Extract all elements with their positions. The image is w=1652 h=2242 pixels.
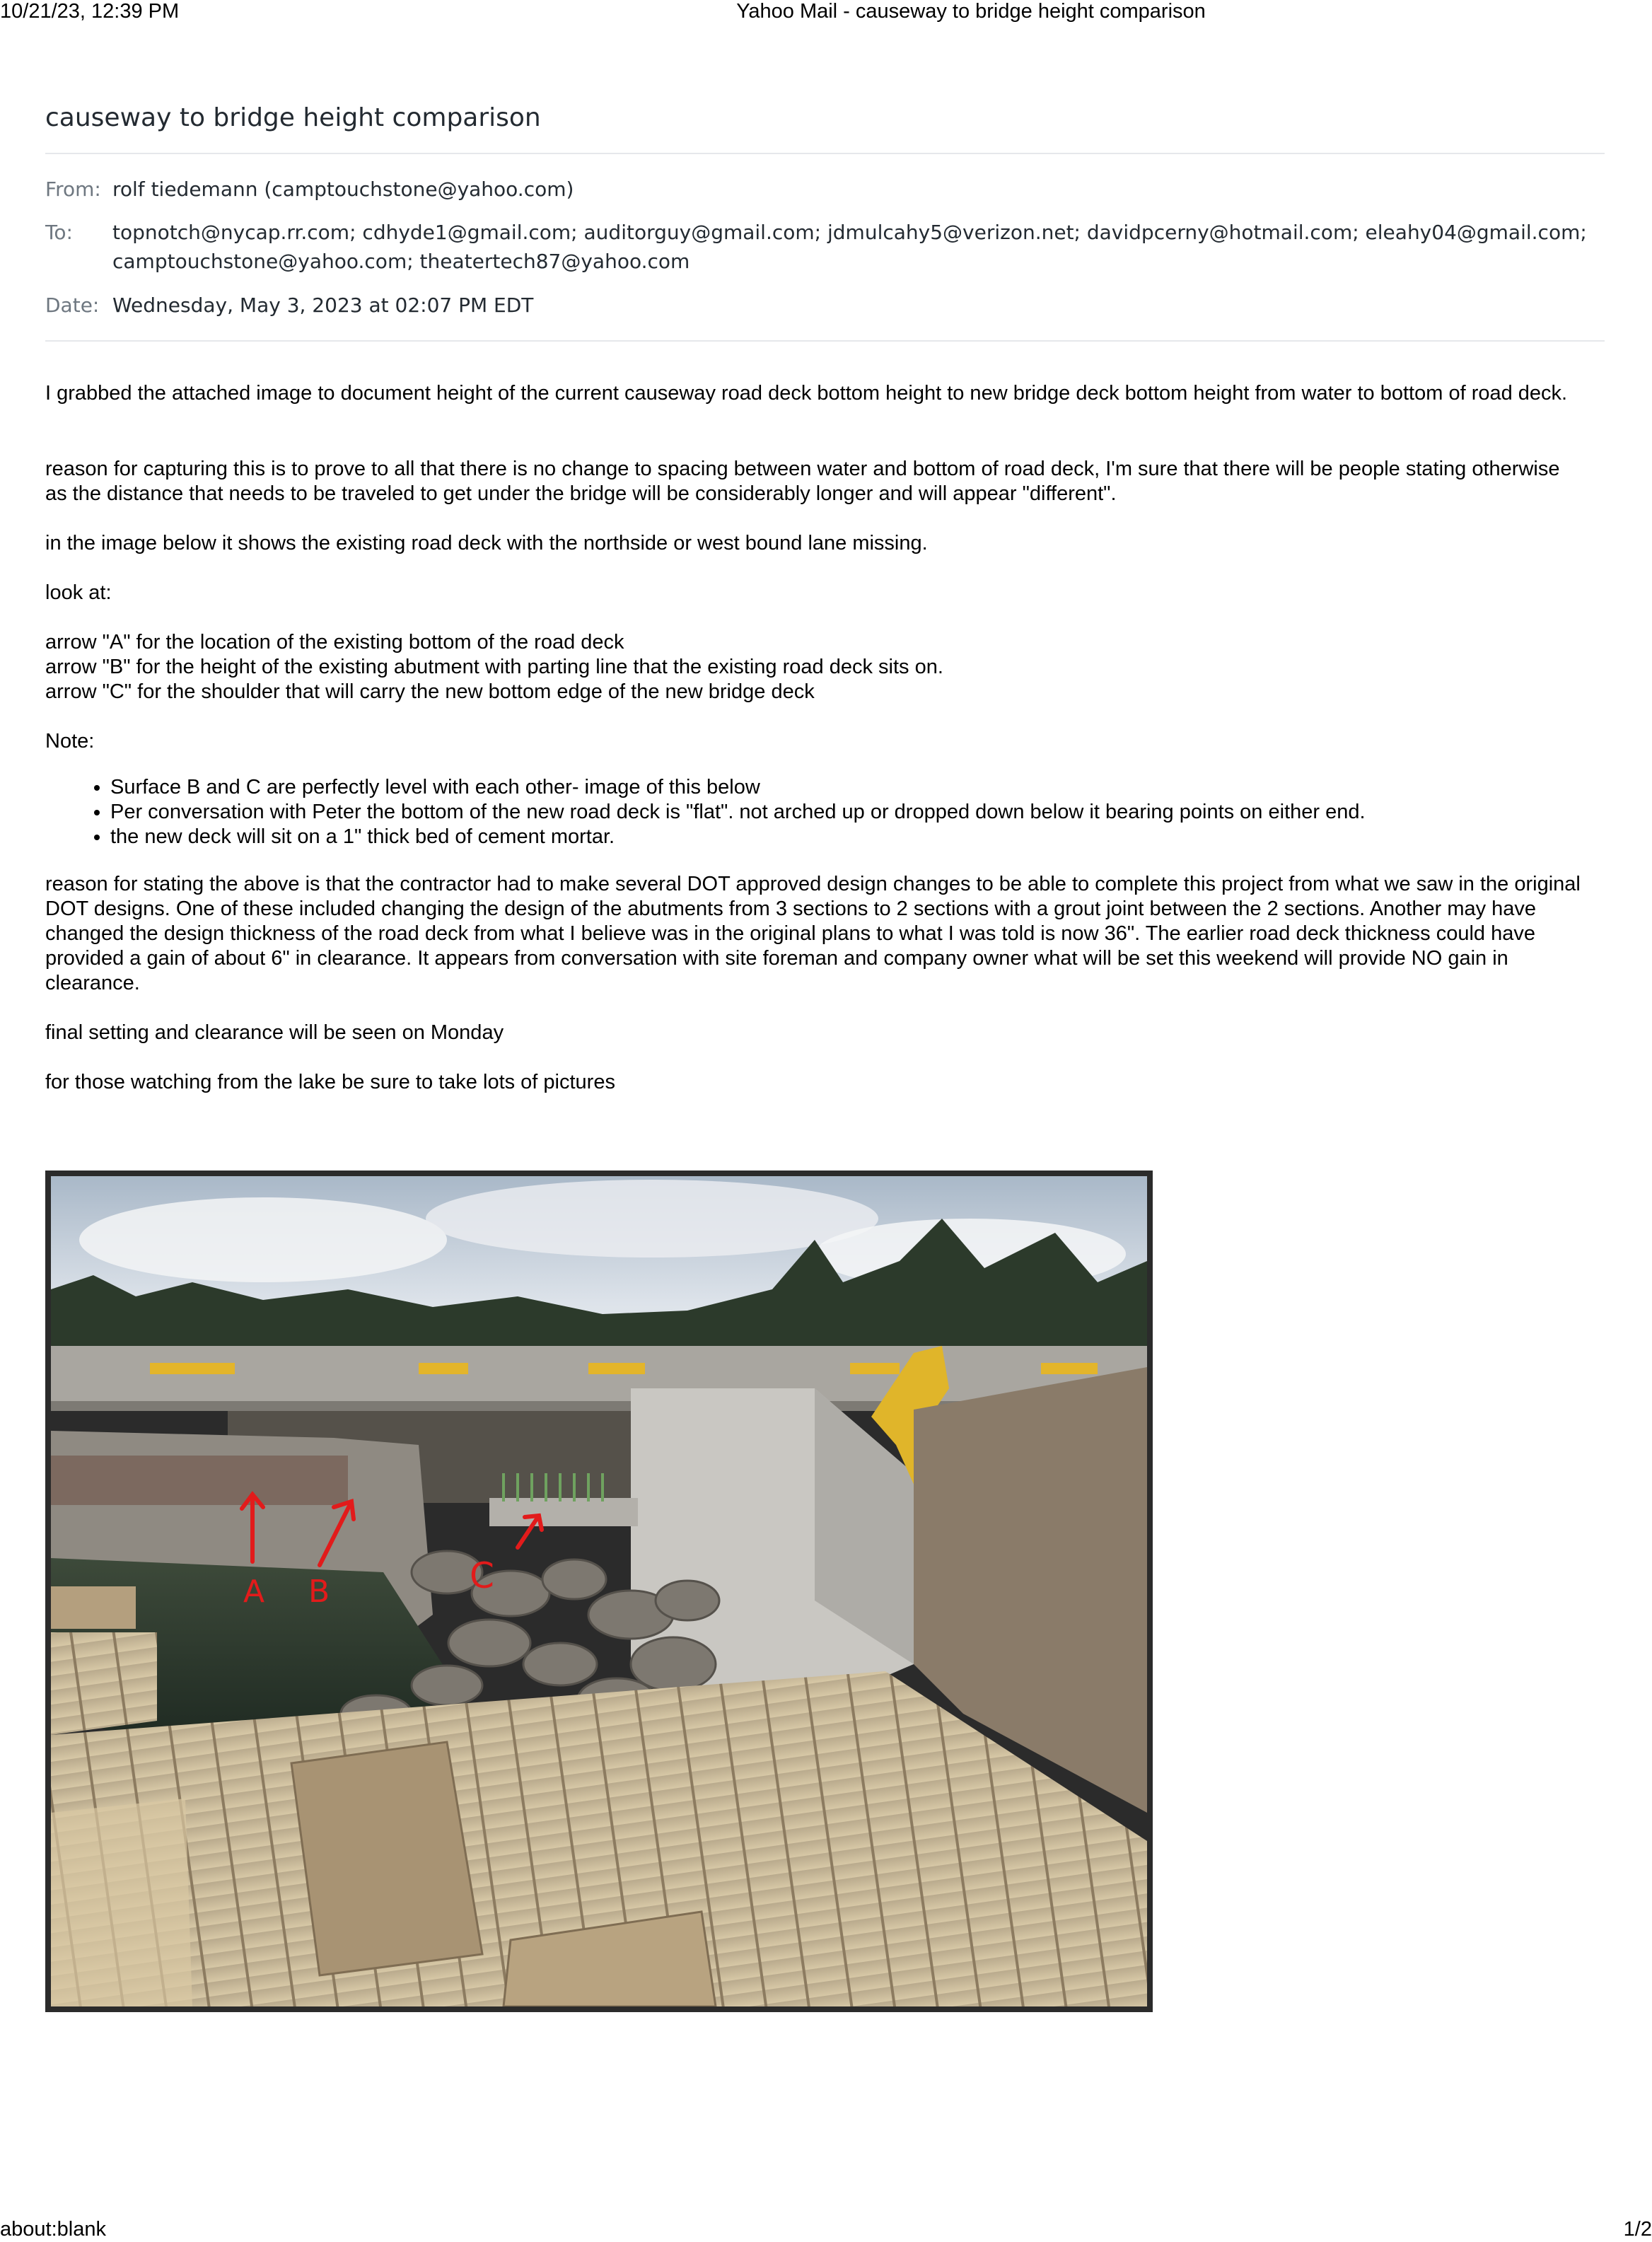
body-paragraph: in the image below it shows the existing road deck with the northside or west bound lane missing. (45, 532, 928, 554)
note-item: • Per conversation with Peter the bottom of the new road deck is "flat". not arched up or dropped down below it bearing points on either end. (110, 800, 1652, 825)
to-value[interactable]: topnotch@nycap.rr.com; cdhyde1@gmail.com; auditorguy@gmail.com; jdmulcahy5@verizon.net; davidpcerny@hotmail.com; eleahy04@gmail.com; camptouchstone@yahoo.com; theatertech87@yahoo.com (112, 221, 1587, 273)
abutment-edge (51, 1456, 348, 1505)
annotation-b: B (308, 1574, 330, 1610)
arrow-c-line: arrow "C" for the shoulder that will carry the new bottom edge of the new bridge deck (45, 680, 815, 703)
arrow-b-line: arrow "B" for the height of the existing abutment with parting line that the existing road deck sits on. (45, 656, 943, 678)
reflector (850, 1363, 900, 1374)
attached-photo[interactable] (45, 1171, 1153, 2012)
date-label: Date: (45, 294, 100, 317)
body-paragraph: I grabbed the attached image to document height of the current causeway road deck bottom height to new bridge deck bottom height from water to bottom of road deck. (45, 382, 1568, 405)
print-footer (0, 2217, 1652, 2241)
arrow-a-line: arrow "A" for the location of the existing bottom of the road deck (45, 631, 624, 654)
reflector (588, 1363, 645, 1374)
print-url: about:blank (0, 2218, 106, 2241)
reflector (419, 1363, 468, 1374)
print-header (0, 0, 1652, 24)
note-item: • the new deck will sit on a 1" thick bed of cement mortar. (110, 825, 1652, 849)
date-value: Wednesday, May 3, 2023 at 02:07 PM EDT (112, 294, 534, 317)
print-page-number: 1/2 (1623, 2218, 1652, 2241)
from-label: From: (45, 178, 101, 201)
body-paragraph: reason for capturing this is to prove to all that there is no change to spacing between water and bottom of road deck, I'm sure that there will be people stating otherwise as the distance that needs to be traveled to get under the bridge will be considerably longer and will appear "different". (45, 458, 1560, 505)
reflector (1041, 1363, 1098, 1374)
annotation-a: A (243, 1574, 265, 1610)
shoulder-ledge (489, 1498, 638, 1526)
print-page-title: Yahoo Mail - causeway to bridge height comparison (736, 0, 1206, 23)
print-datetime: 10/21/23, 12:39 PM (0, 0, 180, 23)
arrow-list (45, 630, 1587, 704)
annotation-c: C (470, 1555, 494, 1596)
note-item: • Surface B and C are perfectly level with each other- image of this below (110, 775, 1652, 800)
dock-section (51, 1632, 157, 1735)
body-paragraph: reason for stating the above is that the contractor had to make several DOT approved design changes to be able to complete this project from what we saw in the original DOT designs. One of these included changing the design of the abutments from 3 sections to 2 sections with a grout joint between the 2 sections. Another may have changed the design thickness of the road deck from what I believe was in the original plans to what I was told is now 36". The earlier road deck thickness could have provided a gain of about 6" in clearance. It appears from conversation with site foreman and company owner what will be set this weekend will provide NO gain in clearance. (45, 873, 1581, 994)
dock-section (51, 1586, 136, 1629)
body-paragraph: final setting and clearance will be seen on Monday (45, 1021, 504, 1044)
cloud (79, 1197, 447, 1282)
notes-list (45, 775, 1652, 849)
to-label: To: (45, 221, 73, 244)
photo-illustration (51, 1176, 1147, 2006)
body-paragraph: look at: (45, 581, 112, 604)
divider (45, 340, 1605, 342)
reflector (150, 1363, 235, 1374)
email-subject: causeway to bridge height comparison (45, 103, 541, 132)
plywood-sheet (291, 1742, 482, 1975)
note-label: Note: (45, 730, 95, 753)
body-paragraph: for those watching from the lake be sure to take lots of pictures (45, 1071, 615, 1093)
from-value[interactable]: rolf tiedemann (camptouchstone@yahoo.com) (112, 178, 574, 201)
divider (45, 153, 1605, 154)
plywood-sheet (51, 1799, 192, 2006)
